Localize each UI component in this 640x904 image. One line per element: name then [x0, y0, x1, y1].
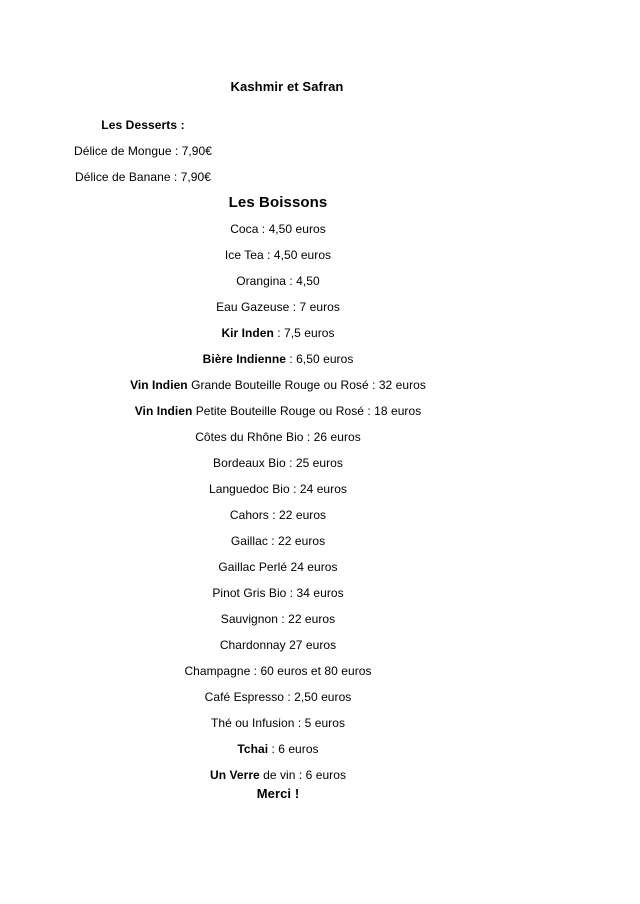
- boissons-heading: Les Boissons: [228, 194, 328, 211]
- boisson-item-name: Un Verre: [210, 768, 260, 782]
- boisson-item: Gaillac : 22 euros: [230, 534, 326, 548]
- boisson-item: [0, 320, 556, 346]
- dessert-item: Délice de Mongue : 7,90€: [74, 144, 212, 158]
- boisson-item: Gaillac Perlé 24 euros: [218, 560, 338, 574]
- boisson-item: Languedoc Bio : 24 euros: [209, 482, 347, 496]
- desserts-heading: Les Desserts :: [101, 118, 185, 132]
- dessert-item: Délice de Banane : 7,90€: [75, 170, 211, 184]
- desserts-list: [16, 138, 270, 190]
- boisson-item: Coca : 4,50 euros: [230, 222, 326, 236]
- boisson-item: Bordeaux Bio : 25 euros: [213, 456, 343, 470]
- boisson-item-name: Vin Indien: [134, 404, 193, 418]
- boisson-item: Cahors : 22 euros: [229, 508, 327, 522]
- boisson-item-detail: Grande Bouteille Rouge ou Rosé : 32 euros: [187, 378, 426, 392]
- boisson-item: Côtes du Rhône Bio : 26 euros: [195, 430, 361, 444]
- boisson-item: [0, 398, 556, 424]
- boisson-item: Orangina : 4,50: [236, 274, 320, 288]
- boisson-item: Thé ou Infusion : 5 euros: [211, 716, 345, 730]
- boissons-list: [0, 216, 556, 788]
- boisson-item-name: Vin Indien: [130, 378, 188, 392]
- boisson-item: Sauvignon : 22 euros: [220, 612, 336, 626]
- boisson-item: Café Espresso : 2,50 euros: [204, 690, 352, 704]
- boisson-item-name: Bière Indienne: [202, 352, 287, 366]
- page-title: Kashmir et Safran: [230, 79, 344, 94]
- boisson-item-detail: : 6 euros: [268, 742, 319, 756]
- boisson-item-detail: Petite Bouteille Rouge ou Rosé : 18 euros: [192, 404, 422, 418]
- boissons-section: [0, 190, 556, 788]
- closing-message: Merci !: [256, 786, 300, 801]
- boisson-item: [0, 762, 556, 788]
- boisson-item-detail: : 7,5 euros: [273, 326, 335, 340]
- boisson-item-name: Kir Inden: [221, 326, 274, 340]
- boisson-item: [0, 346, 556, 372]
- boisson-item: Champagne : 60 euros et 80 euros: [184, 664, 372, 678]
- boisson-item-detail: de vin : 6 euros: [259, 768, 346, 782]
- boisson-item-detail: : 6,50 euros: [286, 352, 354, 366]
- desserts-section: [16, 112, 270, 190]
- boisson-item: Pinot Gris Bio : 34 euros: [212, 586, 344, 600]
- boisson-item: Ice Tea : 4,50 euros: [224, 248, 332, 262]
- boisson-item: Eau Gazeuse : 7 euros: [216, 300, 340, 314]
- boisson-item: Chardonnay 27 euros: [219, 638, 337, 652]
- boisson-item: [0, 736, 556, 762]
- boisson-item: [0, 372, 556, 398]
- boisson-item-name: Tchai: [237, 742, 269, 756]
